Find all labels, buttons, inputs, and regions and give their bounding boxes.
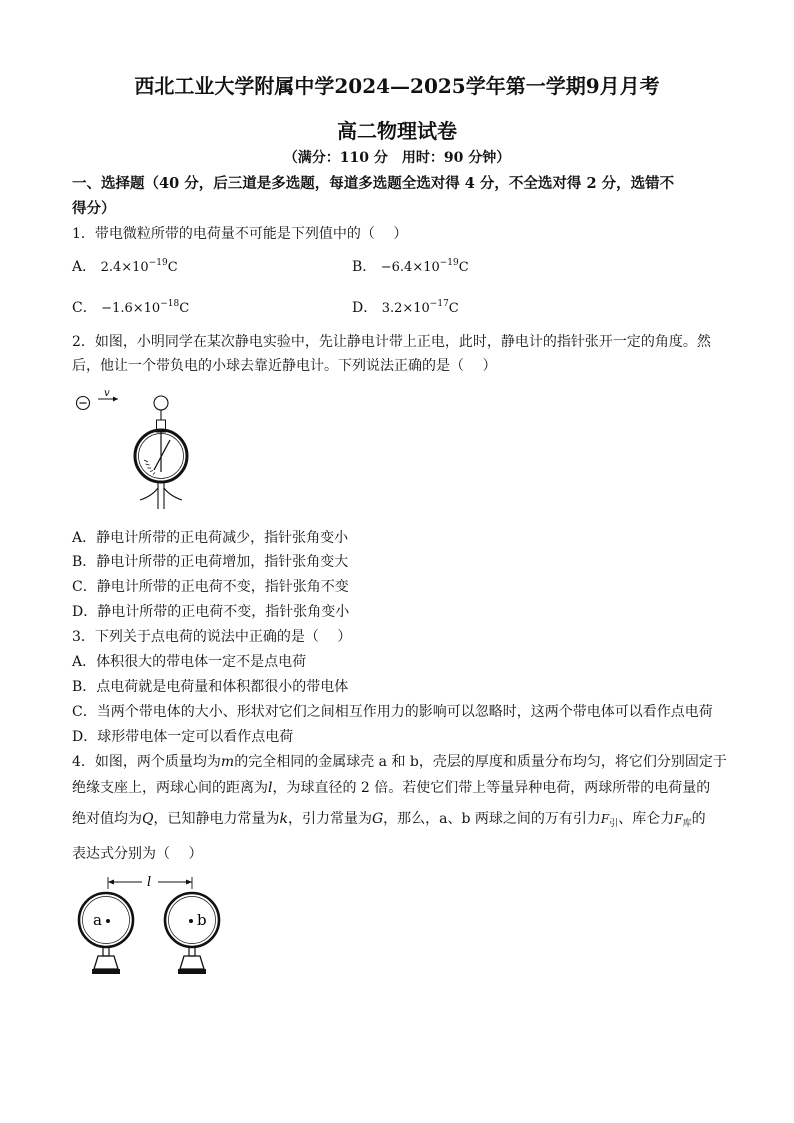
q1-option-d-mantissa: 3.2×10 [381,301,430,316]
q4-var-f-coulomb: F [674,812,683,826]
q3-option-c: C．当两个带电体的大小、形状对它们之间相互作用力的影响可以忽略时，这两个带电体可以看作点电荷 [72,704,713,720]
q4-stem-line3 [72,808,706,828]
q3-stem: 3．下列关于点电荷的说法中正确的是（ ） [72,629,352,645]
exam-subtitle: 高二物理试卷 [337,119,457,143]
q1-option-b [352,256,469,276]
q1-option-a [72,256,178,276]
q3-option-b: B．点电荷就是电荷量和体积都很小的带电体 [72,679,349,695]
q3-option-a: A．体积很大的带电体一定不是点电荷 [72,654,307,670]
q1-option-c [72,297,189,317]
q2-option-a: A．静电计所带的正电荷减少，指针张角变小 [72,530,349,546]
section-heading-line1: 一、选择题（40 分，后三道是多选题，每道多选题全选对得 4 分，不全选对得 2 分，选错不 [72,175,675,192]
velocity-label: v [104,388,110,399]
spheres-figure [72,870,232,980]
section-heading-line2: 得分） [72,200,116,217]
q2-option-b: B．静电计所带的正电荷增加，指针张角变大 [72,554,349,570]
q4-var-g: G [371,811,384,827]
q1-option-b-mantissa: −6.4×10 [380,260,440,275]
q4-text: 、库仑力 [618,811,675,827]
q2-stem-line1: 2．如图，小明同学在某次静电实验中，先让静电计带上正电，此时，静电计的指针张开一定的角度。然 [72,334,711,350]
q2-option-c: C．静电计所带的正电荷不变，指针张角不变 [72,579,349,595]
sphere-b-label: b [197,911,207,929]
q4-stem-line1 [72,751,727,771]
q4-var-l: l [268,780,273,796]
q1-option-b-unit: C [458,260,469,275]
q4-text: ，为球直径的 2 倍。若使它们带上等量异种电荷，两球所带的电荷量的 [272,780,711,796]
sphere-a-icon [79,893,133,947]
q2-stem-line2: 后，他让一个带负电的小球去靠近静电计。下列说法正确的是（ ） [72,358,497,374]
q1-stem: 1．带电微粒所带的电荷量不可能是下列值中的（ ） [72,226,408,242]
q1-option-c-mantissa: −1.6×10 [101,301,161,316]
q4-sub-coulomb: 库 [682,819,692,829]
distance-label: l [147,875,152,890]
q1-option-d-exp: −17 [429,299,449,309]
q1-option-a-unit: C [167,260,178,275]
q4-stem-line4: 表达式分别为（ ） [72,846,203,862]
exam-info: （满分：110 分 用时：90 分钟） [283,150,511,166]
q1-option-d-unit: C [448,301,459,316]
q4-text: 绝缘支座上，两球心间的距离为 [72,780,268,796]
q4-text: ，引力常量为 [287,811,372,827]
q1-option-c-exp: −18 [160,299,180,309]
q1-option-a-exp: −19 [148,258,168,268]
q4-sub-gravity: 引 [609,819,619,829]
q4-text: 绝对值均为 [72,811,142,827]
q4-var-q: Q [142,811,154,827]
electroscope-knob-icon [154,396,168,410]
sphere-a-label: a [93,911,102,929]
exam-title: 西北工业大学附属中学2024—2025学年第一学期9月月考 [134,74,660,98]
q4-text: ，已知静电力常量为 [153,811,280,827]
q4-text: ，那么，a、b 两球之间的万有引力 [383,811,601,827]
q4-var-f-gravity: F [600,812,610,826]
q1-option-c-unit: C [179,301,190,316]
q4-var-m: m [220,754,235,770]
q1-option-a-mantissa: 2.4×10 [100,260,149,275]
stand-a-icon [103,947,109,956]
q3-option-d: D．球形带电体一定可以看作点电荷 [72,729,294,745]
electroscope-needle-icon [154,440,170,470]
q1-option-d [352,297,459,317]
electroscope-figure [72,384,222,516]
q1-option-d-label: D． [352,300,378,316]
q2-option-d: D．静电计所带的正电荷不变，指针张角变小 [72,604,350,620]
q1-option-b-label: B． [352,259,377,275]
q1-option-c-label: C． [72,300,97,316]
stand-b-icon [189,947,195,956]
q1-option-a-label: A． [72,259,97,275]
q4-text: 的 [691,811,706,827]
q4-var-k: k [279,811,288,827]
q4-text: 4．如图，两个质量均为 [72,754,221,770]
q4-text: 的完全相同的金属球壳 a 和 b，壳层的厚度和质量分布均匀，将它们分别固定于 [234,754,727,770]
q1-option-b-exp: −19 [439,258,459,268]
q4-stem-line2 [72,777,710,797]
